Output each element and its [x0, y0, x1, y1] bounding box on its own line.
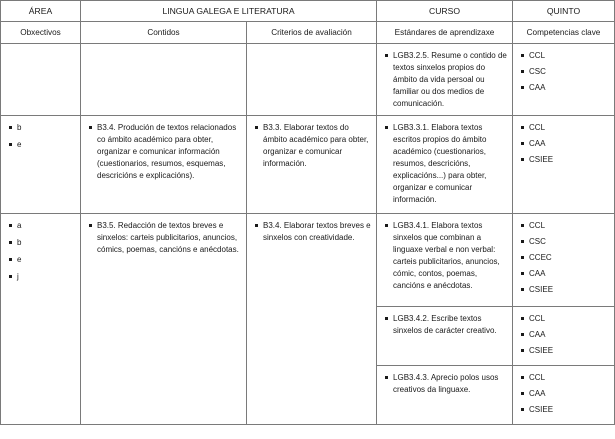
competence-item: CAA: [529, 268, 610, 280]
content-cell: [81, 214, 247, 425]
standard-text: LGB3.2.5. Resume o contido de textos sinxelos propios do ámbito da vida persoal ou familiar ou dos medios de comunicación.: [393, 51, 507, 108]
competence-item: CCL: [529, 313, 610, 325]
objective-item: b: [17, 122, 76, 134]
competence-item: CCL: [529, 122, 610, 134]
competence-item: CSIEE: [529, 404, 610, 416]
objective-item: b: [17, 237, 76, 249]
competence-item: CSIEE: [529, 345, 610, 357]
competence-item: CCL: [529, 372, 610, 384]
content-cell: [81, 44, 247, 116]
competence-item: CCL: [529, 220, 610, 232]
standard-text: LGB3.4.1. Elabora textos sinxelos que combinan a linguaxe verbal e non verbal: carteis publicitarios, anuncios, cómic, contos, poemas, cancións e anécdotas.: [393, 220, 508, 292]
header-course: CURSO: [377, 1, 513, 22]
objective-item: j: [17, 271, 76, 283]
competence-item: CSIEE: [529, 284, 610, 296]
header-course-value: QUINTO: [513, 1, 615, 22]
header-row: [1, 1, 615, 22]
subheader-row: [1, 22, 615, 44]
header-area: ÁREA: [1, 1, 81, 22]
standard-cell: [377, 44, 513, 116]
criterion-cell: [247, 44, 377, 116]
standard-cell: [377, 116, 513, 214]
competence-item: CSC: [529, 236, 610, 248]
table-row: [1, 116, 615, 214]
standard-cell: [377, 307, 513, 366]
criterion-text: B3.3. Elaborar textos do ámbito académico para obter, organizar e comunicar información.: [263, 122, 372, 170]
standard-text: LGB3.4.2. Escribe textos sinxelos de carácter creativo.: [393, 313, 508, 337]
competences-cell: [513, 366, 615, 425]
col-competences: Competencias clave: [513, 22, 615, 44]
competence-item: CAA: [529, 329, 610, 341]
table-row: [1, 44, 615, 116]
objective-item: e: [17, 254, 76, 266]
standard-cell: [377, 214, 513, 307]
criterion-cell: [247, 116, 377, 214]
header-subject: LINGUA GALEGA E LITERATURA: [81, 1, 377, 22]
standard-text: LGB3.4.3. Aprecio polos usos creativos da linguaxe.: [393, 372, 508, 396]
competences-cell: [513, 116, 615, 214]
objectives-cell: [1, 116, 81, 214]
criterion-text: B3.4. Elaborar textos breves e sinxelos con creatividade.: [263, 221, 371, 242]
col-criteria: Criterios de avaliación: [247, 22, 377, 44]
competence-item: CAA: [529, 138, 610, 150]
competence-item: CCEC: [529, 252, 610, 264]
competence-item: CSC: [529, 66, 610, 78]
content-text: B3.5. Redacción de textos breves e sinxelos: carteis publicitarios, anuncios, cómics, poemas, cancións e anécdotas.: [97, 220, 242, 256]
col-standards: Estándares de aprendizaxe: [377, 22, 513, 44]
competence-item: CSIEE: [529, 154, 610, 166]
standard-cell: [377, 366, 513, 425]
content-text: B3.4. Produción de textos relacionados co ámbito académico para obter, organizar e comunicar información (cuestionarios, resumos, esquemas, descricións e explicacións).: [97, 122, 242, 182]
col-contents: Contidos: [81, 22, 247, 44]
competence-item: CAA: [529, 388, 610, 400]
table-row: [1, 214, 615, 307]
competences-cell: [513, 44, 615, 116]
standard-text: LGB3.3.1. Elabora textos escritos propios do ámbito académico (cuestionarios, resumos, descricións, explicacións...) para obter, organizar e comunicar información.: [393, 122, 508, 206]
criterion-cell: [247, 214, 377, 425]
competences-cell: [513, 307, 615, 366]
competence-item: CAA: [529, 82, 610, 94]
content-cell: [81, 116, 247, 214]
competence-item: CCL: [529, 50, 610, 62]
objective-item: e: [17, 139, 76, 151]
col-objectives: Obxectivos: [1, 22, 81, 44]
objective-item: a: [17, 220, 76, 232]
competences-cell: [513, 214, 615, 307]
objectives-cell: [1, 44, 81, 116]
objectives-cell: [1, 214, 81, 425]
